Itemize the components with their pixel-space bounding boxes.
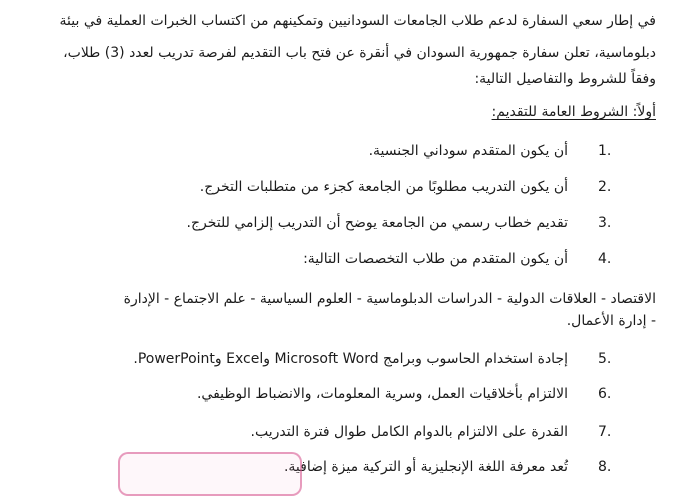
item-number-5: 5. bbox=[598, 351, 612, 367]
item-text-6: الالتزام بأخلاقيات العمل، وسرية المعلومات، والانضباط الوظيفي. bbox=[196, 386, 568, 402]
item-number-8: 8. bbox=[598, 459, 612, 475]
specializations-line-1: الاقتصاد - العلاقات الدولية - الدراسات الدبلوماسية - العلوم السياسية - علم الاجتماع - الإدارة bbox=[123, 291, 656, 307]
item-text-8: تُعد معرفة اللغة الإنجليزية أو التركية ميزة إضافية. bbox=[283, 459, 568, 475]
intro-line-1: في إطار سعي السفارة لدعم طلاب الجامعات السودانيين وتمكينهم من اكتساب الخبرات العملية في بيئة bbox=[59, 13, 656, 29]
item-number-4: 4. bbox=[598, 251, 612, 267]
section-heading: أولاً: الشروط العامة للتقديم: bbox=[491, 104, 656, 120]
item-text-4: أن يكون المتقدم من طلاب التخصصات التالية: bbox=[303, 251, 568, 267]
item-text-3: تقديم خطاب رسمي من الجامعة يوضح أن التدريب إلزامي للتخرج. bbox=[186, 215, 568, 231]
official-stamp bbox=[118, 452, 302, 496]
specializations-line-2: - إدارة الأعمال. bbox=[566, 313, 656, 329]
intro-line-3: وفقاً للشروط والتفاصيل التالية: bbox=[474, 71, 656, 87]
intro-line-2: دبلوماسية، تعلن سفارة جمهورية السودان في أنقرة عن فتح باب التقديم لفرصة تدريب لعدد (3) طلاب، bbox=[63, 45, 656, 61]
item-number-6: 6. bbox=[598, 386, 612, 402]
item-number-2: 2. bbox=[598, 179, 612, 195]
item-text-7: القدرة على الالتزام بالدوام الكامل طوال فترة التدريب. bbox=[250, 424, 568, 440]
item-number-7: 7. bbox=[598, 424, 612, 440]
item-number-1: 1. bbox=[598, 143, 612, 159]
item-text-2: أن يكون التدريب مطلوبًا من الجامعة كجزء من متطلبات التخرج. bbox=[199, 179, 568, 195]
item-text-1: أن يكون المتقدم سوداني الجنسية. bbox=[368, 143, 568, 159]
item-number-3: 3. bbox=[598, 215, 612, 231]
item-text-5: إجادة استخدام الحاسوب وبرامج Microsoft Word وExcel وPowerPoint. bbox=[133, 351, 568, 367]
